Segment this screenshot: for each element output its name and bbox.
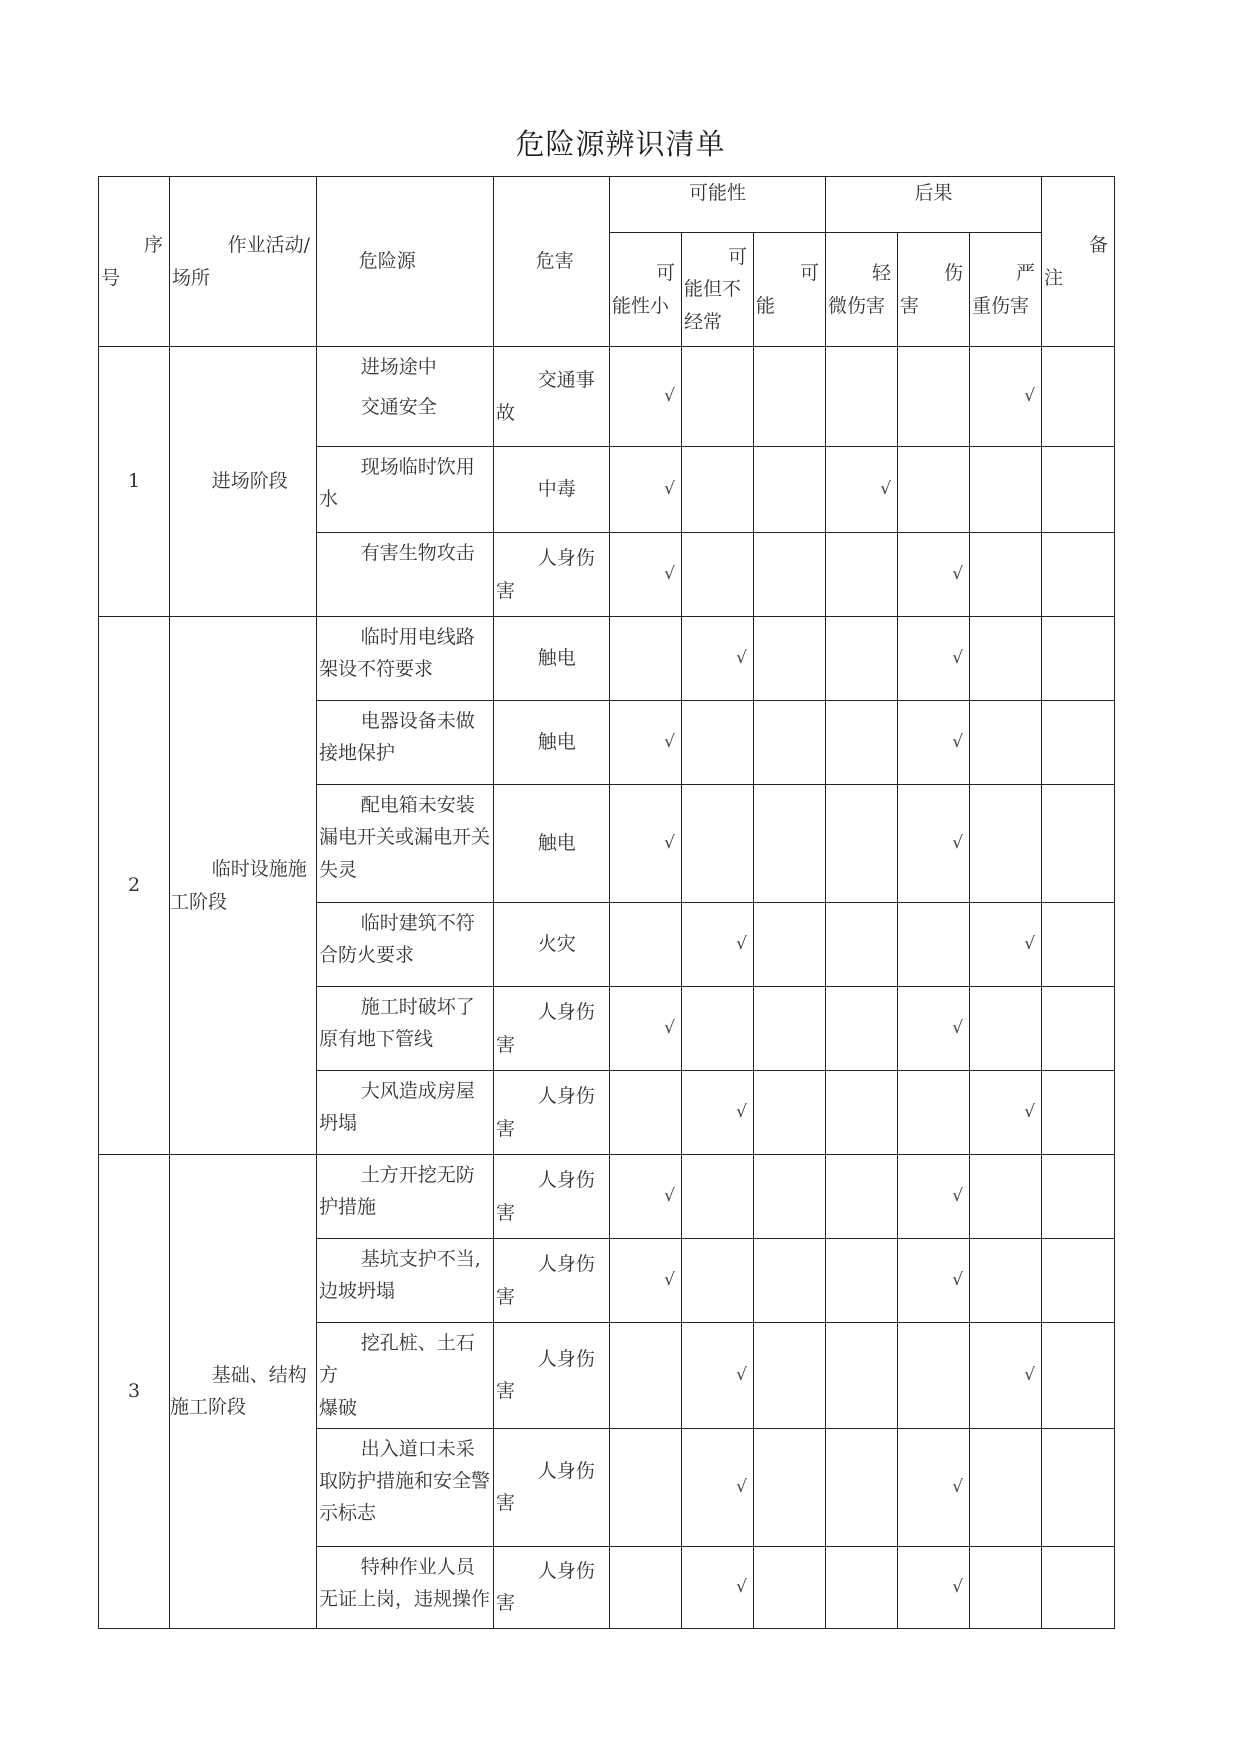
remark-cell — [1042, 701, 1115, 785]
harm-cell: 触电 — [494, 785, 610, 903]
hazard-cell: 特种作业人员 无证上岗，违规操作 — [317, 1546, 494, 1628]
likelihood-high-cell — [754, 987, 826, 1071]
header-harm: 危害 — [494, 177, 610, 347]
header-likelihood-mid: 可 能但不 经常 — [682, 233, 754, 347]
harm-cell: 火灾 — [494, 903, 610, 987]
consequence-minor-cell — [826, 617, 898, 701]
consequence-minor-cell — [826, 903, 898, 987]
hazard-table — [98, 176, 1115, 1629]
likelihood-mid-cell — [682, 1155, 754, 1239]
harm-cell: 人身伤 害 — [494, 1155, 610, 1239]
harm-cell: 人身伤 害 — [494, 1071, 610, 1155]
consequence-minor-cell — [826, 1239, 898, 1323]
likelihood-low-cell — [610, 1546, 682, 1628]
check-mark: √ — [1024, 934, 1036, 955]
check-mark: √ — [952, 1576, 964, 1597]
activity-cell: 基础、结构 施工阶段 — [170, 1155, 317, 1629]
consequence-injury-cell — [898, 903, 970, 987]
likelihood-high-cell — [754, 1239, 826, 1323]
table-row — [99, 1155, 1115, 1239]
likelihood-low-cell — [610, 447, 682, 533]
likelihood-mid-cell — [682, 447, 754, 533]
consequence-injury-cell — [898, 617, 970, 701]
likelihood-low-cell — [610, 1155, 682, 1239]
likelihood-high-cell — [754, 617, 826, 701]
consequence-injury-cell — [898, 987, 970, 1071]
remark-cell — [1042, 1323, 1115, 1429]
likelihood-high-cell — [754, 1546, 826, 1628]
likelihood-mid-cell — [682, 903, 754, 987]
consequence-injury-cell — [898, 1071, 970, 1155]
hazard-cell: 大风造成房屋 坍塌 — [317, 1071, 494, 1155]
header-likelihood-low: 可 能性小 — [610, 233, 682, 347]
hazard-cell: 配电箱未安装 漏电开关或漏电开关 失灵 — [317, 785, 494, 903]
consequence-injury-cell — [898, 347, 970, 447]
remark-cell — [1042, 447, 1115, 533]
remark-cell — [1042, 617, 1115, 701]
consequence-injury-cell — [898, 1546, 970, 1628]
likelihood-mid-cell — [682, 533, 754, 617]
hazard-cell: 电器设备未做 接地保护 — [317, 701, 494, 785]
consequence-severe-cell — [970, 903, 1042, 987]
check-mark: √ — [736, 1476, 747, 1497]
likelihood-high-cell — [754, 1155, 826, 1239]
remark-cell — [1042, 1155, 1115, 1239]
consequence-minor-cell — [826, 701, 898, 785]
consequence-severe-cell — [970, 1428, 1042, 1546]
consequence-minor-cell — [826, 1546, 898, 1628]
table-row — [99, 617, 1115, 701]
header-activity: 作业活动/ 场所 — [170, 177, 317, 347]
header-consequence-severe: 严 重伤害 — [970, 233, 1042, 347]
remark-cell — [1042, 533, 1115, 617]
consequence-severe-cell — [970, 447, 1042, 533]
check-mark: √ — [880, 479, 892, 500]
check-mark: √ — [952, 833, 964, 854]
hazard-cell: 挖孔桩、土石方 爆破 — [317, 1323, 494, 1429]
document-title: 危险源辨识清单 — [515, 127, 726, 161]
consequence-severe-cell — [970, 785, 1042, 903]
hazard-cell: 进场途中 交通安全 — [317, 347, 494, 447]
header-likelihood-high: 可 能 — [754, 233, 826, 347]
consequence-injury-cell — [898, 533, 970, 617]
likelihood-low-cell — [610, 785, 682, 903]
likelihood-mid-cell — [682, 1546, 754, 1628]
header-consequence: 后果 — [826, 177, 1042, 233]
likelihood-mid-cell — [682, 987, 754, 1071]
hazard-cell: 有害生物攻击 — [317, 533, 494, 617]
consequence-injury-cell — [898, 785, 970, 903]
consequence-injury-cell — [898, 701, 970, 785]
remark-cell — [1042, 987, 1115, 1071]
hazard-cell: 土方开挖无防 护措施 — [317, 1155, 494, 1239]
consequence-minor-cell — [826, 1323, 898, 1429]
likelihood-mid-cell — [682, 347, 754, 447]
consequence-minor-cell — [826, 1071, 898, 1155]
check-mark: √ — [952, 648, 964, 669]
harm-cell: 触电 — [494, 617, 610, 701]
consequence-severe-cell — [970, 1071, 1042, 1155]
consequence-injury-cell — [898, 1239, 970, 1323]
harm-cell: 中毒 — [494, 447, 610, 533]
harm-cell: 人身伤 害 — [494, 533, 610, 617]
likelihood-high-cell — [754, 1428, 826, 1546]
remark-cell — [1042, 1428, 1115, 1546]
check-mark: √ — [1024, 1102, 1036, 1123]
likelihood-low-cell — [610, 701, 682, 785]
check-mark: √ — [736, 648, 747, 669]
check-mark: √ — [736, 1576, 747, 1597]
harm-cell: 人身伤 害 — [494, 987, 610, 1071]
consequence-severe-cell — [970, 617, 1042, 701]
consequence-minor-cell — [826, 1155, 898, 1239]
consequence-minor-cell — [826, 987, 898, 1071]
consequence-severe-cell — [970, 347, 1042, 447]
harm-cell: 人身伤 害 — [494, 1323, 610, 1429]
likelihood-mid-cell — [682, 1323, 754, 1429]
likelihood-high-cell — [754, 533, 826, 617]
likelihood-mid-cell — [682, 701, 754, 785]
header-hazard: 危险源 — [317, 177, 494, 347]
seq-number: 3 — [99, 1155, 170, 1629]
consequence-injury-cell — [898, 1323, 970, 1429]
likelihood-high-cell — [754, 1323, 826, 1429]
check-mark: √ — [736, 1102, 747, 1123]
likelihood-high-cell — [754, 903, 826, 987]
remark-cell — [1042, 1239, 1115, 1323]
likelihood-mid-cell — [682, 785, 754, 903]
hazard-cell: 现场临时饮用 水 — [317, 447, 494, 533]
check-mark: √ — [664, 1270, 675, 1291]
check-mark: √ — [952, 1186, 964, 1207]
check-mark: √ — [664, 479, 675, 500]
likelihood-high-cell — [754, 347, 826, 447]
seq-number: 2 — [99, 617, 170, 1155]
check-mark: √ — [952, 732, 964, 753]
likelihood-low-cell — [610, 1239, 682, 1323]
header-remark: 备 注 — [1042, 177, 1115, 347]
harm-cell: 触电 — [494, 701, 610, 785]
check-mark: √ — [664, 833, 675, 854]
consequence-injury-cell — [898, 1428, 970, 1546]
consequence-minor-cell — [826, 347, 898, 447]
likelihood-high-cell — [754, 785, 826, 903]
header-consequence-injury: 伤 害 — [898, 233, 970, 347]
hazard-cell: 施工时破坏了 原有地下管线 — [317, 987, 494, 1071]
hazard-cell: 出入道口未采 取防护措施和安全警 示标志 — [317, 1428, 494, 1546]
likelihood-low-cell — [610, 903, 682, 987]
consequence-minor-cell — [826, 447, 898, 533]
consequence-injury-cell — [898, 447, 970, 533]
consequence-minor-cell — [826, 785, 898, 903]
hazard-cell: 临时用电线路 架设不符要求 — [317, 617, 494, 701]
likelihood-low-cell — [610, 1323, 682, 1429]
remark-cell — [1042, 347, 1115, 447]
remark-cell — [1042, 785, 1115, 903]
check-mark: √ — [664, 386, 675, 407]
consequence-severe-cell — [970, 1323, 1042, 1429]
likelihood-low-cell — [610, 987, 682, 1071]
harm-cell: 人身伤 害 — [494, 1239, 610, 1323]
check-mark: √ — [952, 1476, 964, 1497]
likelihood-low-cell — [610, 533, 682, 617]
remark-cell — [1042, 1546, 1115, 1628]
likelihood-high-cell — [754, 701, 826, 785]
consequence-injury-cell — [898, 1155, 970, 1239]
check-mark: √ — [664, 732, 675, 753]
consequence-severe-cell — [970, 701, 1042, 785]
consequence-minor-cell — [826, 1428, 898, 1546]
check-mark: √ — [952, 1018, 964, 1039]
harm-cell: 人身伤 害 — [494, 1428, 610, 1546]
consequence-severe-cell — [970, 1546, 1042, 1628]
check-mark: √ — [1024, 386, 1036, 407]
check-mark: √ — [736, 934, 747, 955]
consequence-severe-cell — [970, 987, 1042, 1071]
header-seq: 序 号 — [99, 177, 170, 347]
activity-cell: 临时设施施 工阶段 — [170, 617, 317, 1155]
likelihood-mid-cell — [682, 1428, 754, 1546]
harm-cell: 人身伤 害 — [494, 1546, 610, 1628]
likelihood-mid-cell — [682, 1239, 754, 1323]
likelihood-high-cell — [754, 1071, 826, 1155]
table-row — [99, 347, 1115, 447]
check-mark: √ — [1024, 1365, 1036, 1385]
likelihood-mid-cell — [682, 1071, 754, 1155]
check-mark: √ — [952, 564, 964, 585]
consequence-severe-cell — [970, 533, 1042, 617]
header-likelihood: 可能性 — [610, 177, 826, 233]
seq-number: 1 — [99, 347, 170, 617]
remark-cell — [1042, 1071, 1115, 1155]
likelihood-high-cell — [754, 447, 826, 533]
likelihood-low-cell — [610, 1428, 682, 1546]
likelihood-mid-cell — [682, 617, 754, 701]
likelihood-low-cell — [610, 1071, 682, 1155]
consequence-severe-cell — [970, 1239, 1042, 1323]
consequence-severe-cell — [970, 1155, 1042, 1239]
hazard-cell: 临时建筑不符 合防火要求 — [317, 903, 494, 987]
check-mark: √ — [736, 1365, 747, 1385]
check-mark: √ — [664, 1018, 675, 1039]
check-mark: √ — [664, 1186, 675, 1207]
consequence-minor-cell — [826, 533, 898, 617]
remark-cell — [1042, 903, 1115, 987]
harm-cell: 交通事 故 — [494, 347, 610, 447]
header-consequence-minor: 轻 微伤害 — [826, 233, 898, 347]
hazard-cell: 基坑支护不当, 边坡坍塌 — [317, 1239, 494, 1323]
check-mark: √ — [952, 1270, 964, 1291]
likelihood-low-cell — [610, 347, 682, 447]
check-mark: √ — [664, 564, 675, 585]
likelihood-low-cell — [610, 617, 682, 701]
activity-cell: 进场阶段 — [170, 347, 317, 617]
